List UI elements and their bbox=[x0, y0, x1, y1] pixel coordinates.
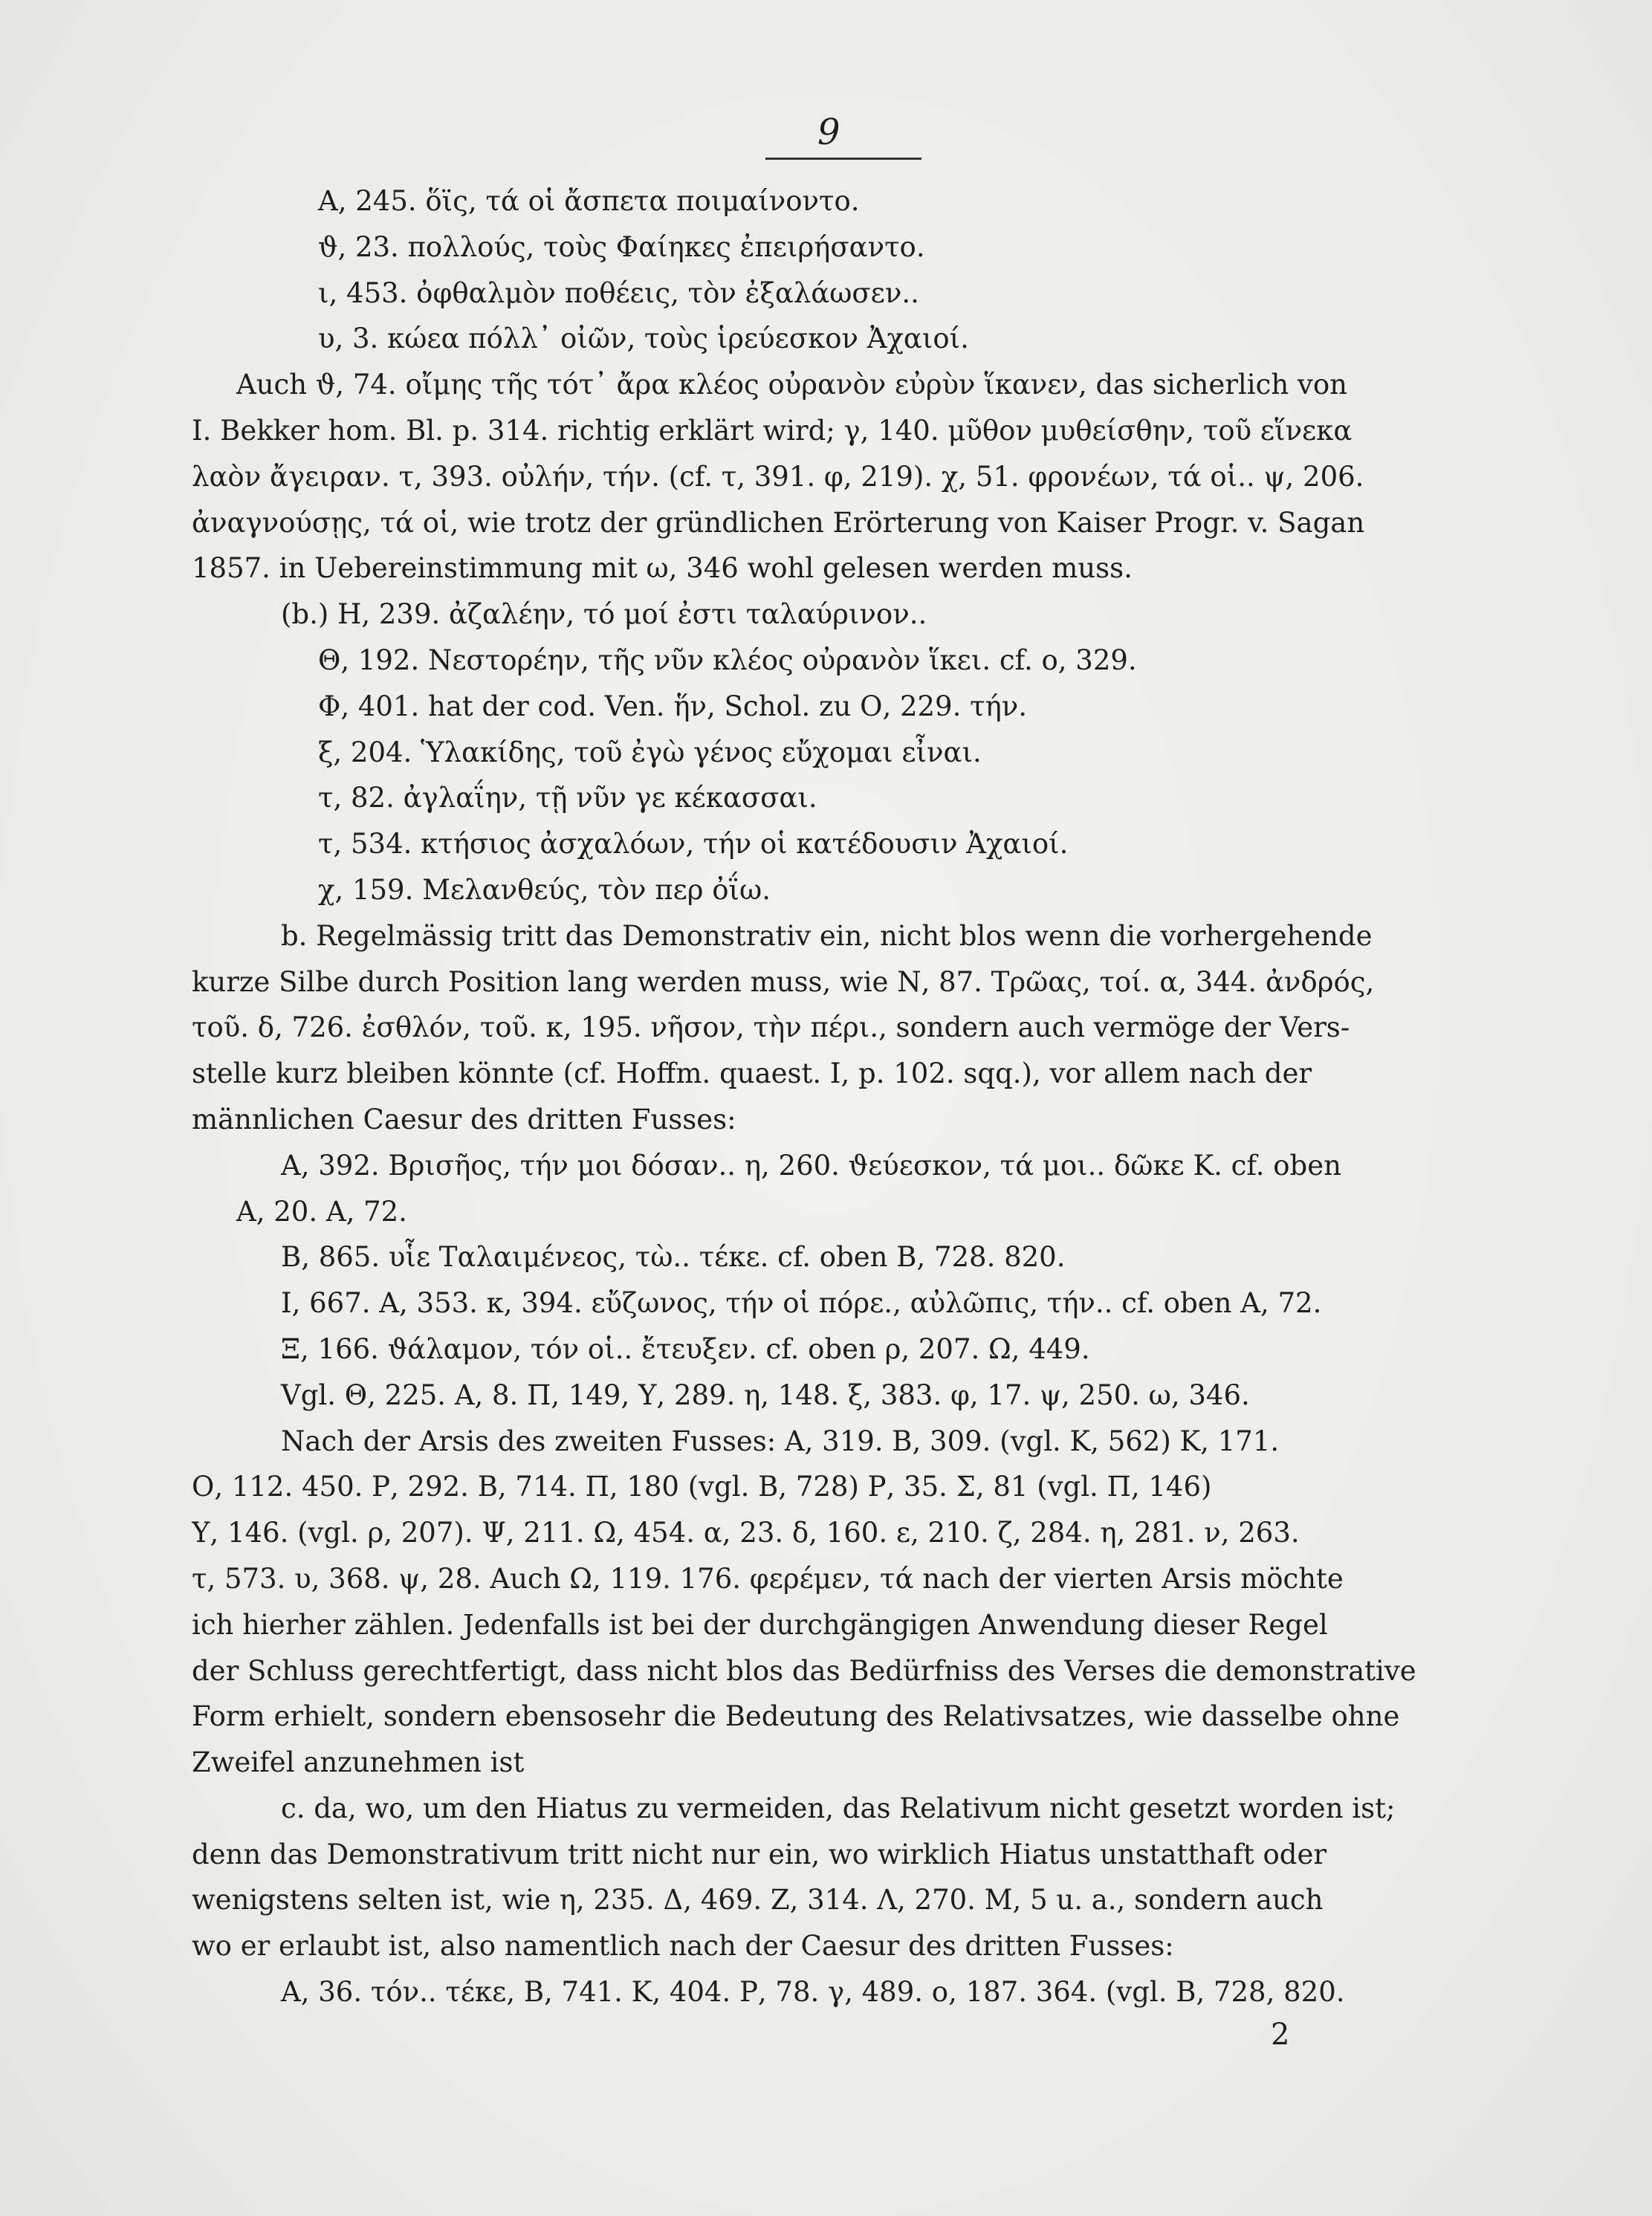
text-line: υ, 3. κώεα πόλλ᾽ οἰῶν, τοὺς ἱρεύεσκον Ἀχαιοί. bbox=[318, 323, 969, 355]
text-line: Α, 392. Βρισῆος, τήν μοι δόσαν.. η, 260. ϑεύεσκον, τά μοι.. δῶκε Κ. cf. oben bbox=[281, 1149, 1341, 1182]
text-line: Θ, 192. Νεστορέην, τῆς νῦν κλέος οὐρανὸν ἵκει. cf. ο, 329. bbox=[318, 644, 1137, 676]
text-line: der Schluss gerechtfertigt, dass nicht blos das Bedürfniss des Verses die demonstrative bbox=[192, 1654, 1416, 1687]
text-line: τ, 82. ἀγλαΐην, τῇ νῦν γε κέκασσαι. bbox=[318, 782, 817, 814]
text-line: c. da, wo, um den Hiatus zu vermeiden, das Relativum nicht gesetzt worden ist; bbox=[281, 1792, 1396, 1824]
text-line: Zweifel anzunehmen ist bbox=[192, 1746, 525, 1779]
text-line: Α, 20. Α, 72. bbox=[236, 1195, 407, 1228]
text-line: Ι, 667. Α, 353. κ, 394. εὔζωνος, τήν οἱ πόρε., αὐλῶπις, τήν.. cf. oben Α, 72. bbox=[281, 1287, 1322, 1320]
text-line: τ, 534. κτήσιος ἀσχαλόων, τήν οἱ κατέδουσιν Ἀχαιοί. bbox=[318, 828, 1069, 861]
text-line: wo er erlaubt ist, also namentlich nach der Caesur des dritten Fusses: bbox=[192, 1930, 1174, 1963]
text-line: χ, 159. Μελανθεύς, τὸν περ ὀΐω. bbox=[318, 873, 771, 906]
text-line: Ο, 112. 450. Ρ, 292. Β, 714. Π, 180 (vgl. Β, 728) Ρ, 35. Σ, 81 (vgl. Π, 146) bbox=[192, 1471, 1212, 1503]
text-line: b. Regelmässig tritt das Demonstrativ ein, nicht blos wenn die vorhergehende bbox=[281, 919, 1373, 952]
text-line: ι, 453. ὀφθαλμὸν ποθέεις, τὸν ἐξαλάωσεν.. bbox=[318, 276, 919, 309]
text-line: τοῦ. δ, 726. ἐσθλόν, τοῦ. κ, 195. νῆσον, τὴν πέρι., sondern auch vermöge der Vers- bbox=[192, 1011, 1350, 1044]
text-line: ϑ, 23. πολλούς, τοὺς Φαίηκες ἐπειρήσαντο. bbox=[318, 230, 925, 263]
text-line: ἀναγνούσῃς, τά οἱ, wie trotz der gründlichen Erörterung von Kaiser Progr. v. Sagan bbox=[192, 506, 1365, 539]
text-line: ich hierher zählen. Jedenfalls ist bei der durchgängigen Anwendung dieser Regel bbox=[192, 1608, 1328, 1641]
text-line: Ξ, 166. ϑάλαμον, τόν οἱ.. ἔτευξεν. cf. oben ρ, 207. Ω, 449. bbox=[281, 1332, 1090, 1365]
text-line: Υ, 146. (vgl. ρ, 207). Ψ, 211. Ω, 454. α, 23. δ, 160. ε, 210. ζ, 284. η, 281. ν, 263. bbox=[192, 1517, 1300, 1549]
text-line: τ, 573. υ, 368. ψ, 28. Auch Ω, 119. 176. φερέμεν, τά nach der vierten Arsis möchte bbox=[192, 1562, 1344, 1595]
text-line: ξ, 204. Ὑλακίδης, τοῦ ἐγὼ γένος εὔχομαι εἶναι. bbox=[318, 736, 982, 768]
text-line: Α, 245. ὅϊς, τά οἱ ἄσπετα ποιμαίνοντο. bbox=[318, 185, 860, 217]
text-line: stelle kurz bleiben könnte (cf. Hoffm. quaest. I, p. 102. sqq.), vor allem nach der bbox=[192, 1057, 1312, 1090]
text-line: 1857. in Uebereinstimmung mit ω, 346 wohl gelesen werden muss. bbox=[192, 552, 1133, 585]
text-line: Form erhielt, sondern ebensosehr die Bedeutung des Relativsatzes, wie dasselbe ohne bbox=[192, 1700, 1400, 1733]
text-line: Auch ϑ, 74. οἴμης τῆς τότ᾽ ἄρα κλέος οὐρανὸν εὐρὺν ἵκανεν, das sicherlich von bbox=[236, 369, 1347, 401]
page-number: 9 bbox=[817, 111, 840, 153]
text-line: wenigstens selten ist, wie η, 235. Δ, 469. Ζ, 314. Λ, 270. Μ, 5 u. a., sondern auch bbox=[192, 1884, 1324, 1917]
text-line: männlichen Caesur des dritten Fusses: bbox=[192, 1103, 736, 1135]
body-text bbox=[192, 178, 1465, 2015]
text-line: Φ, 401. hat der cod. Ven. ἥν, Schol. zu Ο, 229. τήν. bbox=[318, 690, 1028, 722]
text-line: I. Bekker hom. Bl. p. 314. richtig erklärt wird; γ, 140. μῦθον μυθείσθην, τοῦ εἵνεκα bbox=[192, 414, 1353, 447]
header-rule bbox=[765, 158, 921, 160]
text-line: Β, 865. υἷε Ταλαιμένεος, τὼ.. τέκε. cf. oben Β, 728. 820. bbox=[281, 1241, 1066, 1274]
text-line: λαὸν ἄγειραν. τ, 393. οὐλήν, τήν. (cf. τ, 391. φ, 219). χ, 51. φρονέων, τά οἱ.. ψ, 206. bbox=[192, 460, 1364, 493]
text-line: Vgl. Θ, 225. Α, 8. Π, 149, Υ, 289. η, 148. ξ, 383. φ, 17. ψ, 250. ω, 346. bbox=[281, 1378, 1250, 1411]
text-line: denn das Demonstrativum tritt nicht nur ein, wo wirklich Hiatus unstatthaft oder bbox=[192, 1838, 1327, 1870]
text-line: Nach der Arsis des zweiten Fusses: Α, 319. Β, 309. (vgl. Κ, 562) Κ, 171. bbox=[281, 1425, 1280, 1457]
text-line: Α, 36. τόν.. τέκε, Β, 741. Κ, 404. Ρ, 78. γ, 489. ο, 187. 364. (vgl. Β, 728, 820. bbox=[281, 1976, 1345, 2009]
signature-mark: 2 bbox=[1271, 2018, 1290, 2052]
text-line: (b.) Η, 239. ἀζαλέην, τό μοί ἐστι ταλαύρινον.. bbox=[281, 598, 927, 631]
text-line: kurze Silbe durch Position lang werden muss, wie Ν, 87. Τρῶας, τοί. α, 344. ἀνδρός, bbox=[192, 965, 1375, 998]
